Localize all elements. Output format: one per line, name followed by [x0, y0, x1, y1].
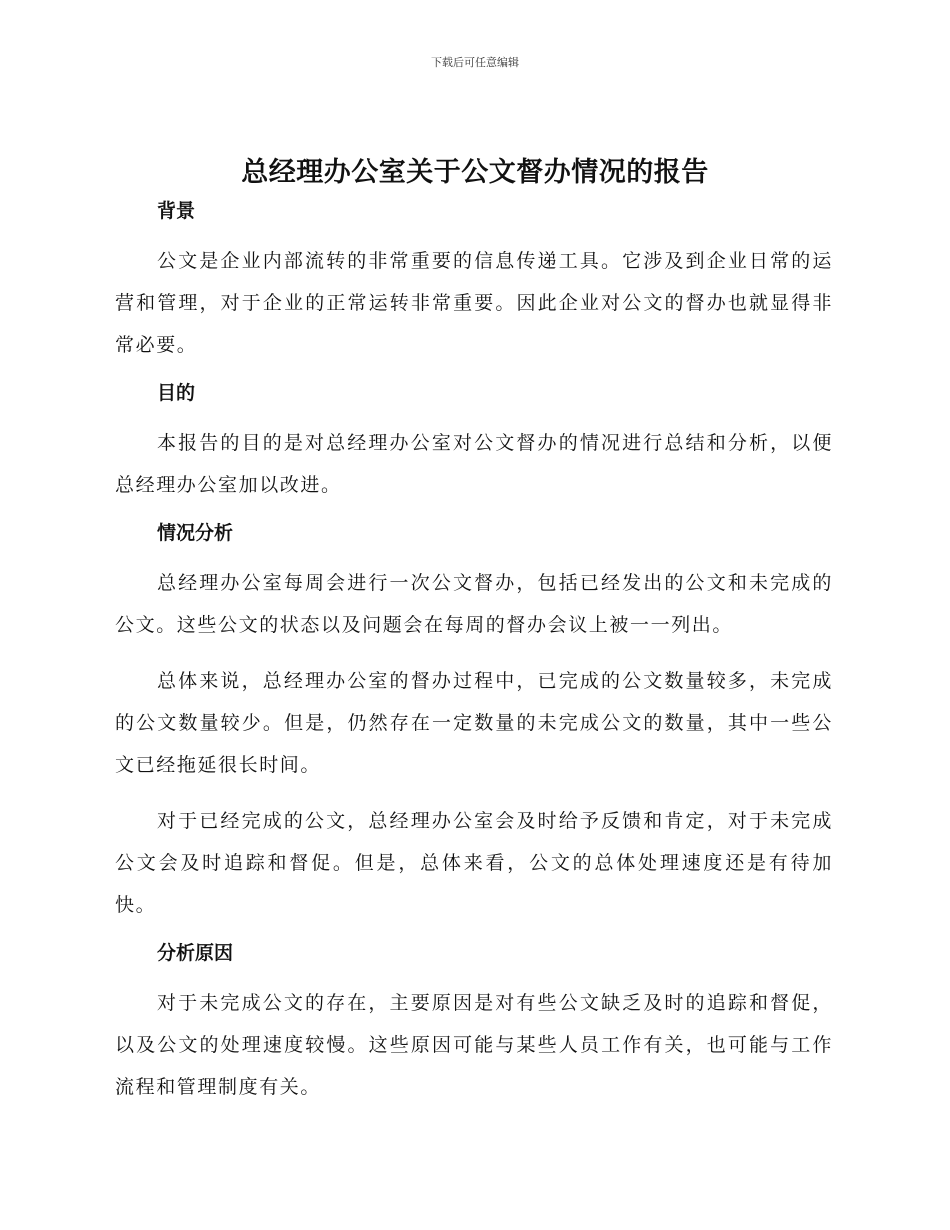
paragraph: 对于未完成公文的存在，主要原因是对有些公文缺乏及时的追踪和督促，以及公文的处理速度较慢。这些原因可能与某些人员工作有关，也可能与工作流程和管理制度有关。 [115, 992, 833, 1098]
document-title: 总经理办公室关于公文督办情况的报告 [241, 157, 709, 188]
header-note: 下载后可任意编辑 [431, 56, 519, 69]
section-heading-analysis: 情况分析 [157, 522, 234, 544]
section-heading-background: 背景 [157, 200, 196, 222]
section-heading-purpose: 目的 [157, 382, 196, 404]
paragraph: 对于已经完成的公文，总经理办公室会及时给予反馈和肯定，对于未完成公文会及时追踪和督促。但是，总体来看，公文的总体处理速度还是有待加快。 [115, 810, 833, 916]
document-body [115, 196, 833, 1108]
paragraph: 总体来说，总经理办公室的督办过程中，已完成的公文数量较多，未完成的公文数量较少。但是，仍然存在一定数量的未完成公文的数量，其中一些公文已经拖延很长时间。 [115, 670, 833, 776]
paragraph: 总经理办公室每周会进行一次公文督办，包括已经发出的公文和未完成的公文。这些公文的状态以及问题会在每周的督办会议上被一一列出。 [115, 572, 833, 636]
paragraph: 本报告的目的是对总经理办公室对公文督办的情况进行总结和分析，以便总经理办公室加以改进。 [115, 432, 833, 496]
section-heading-causes: 分析原因 [157, 942, 234, 964]
paragraph: 公文是企业内部流转的非常重要的信息传递工具。它涉及到企业日常的运营和管理，对于企业的正常运转非常重要。因此企业对公文的督办也就显得非常必要。 [115, 250, 833, 356]
